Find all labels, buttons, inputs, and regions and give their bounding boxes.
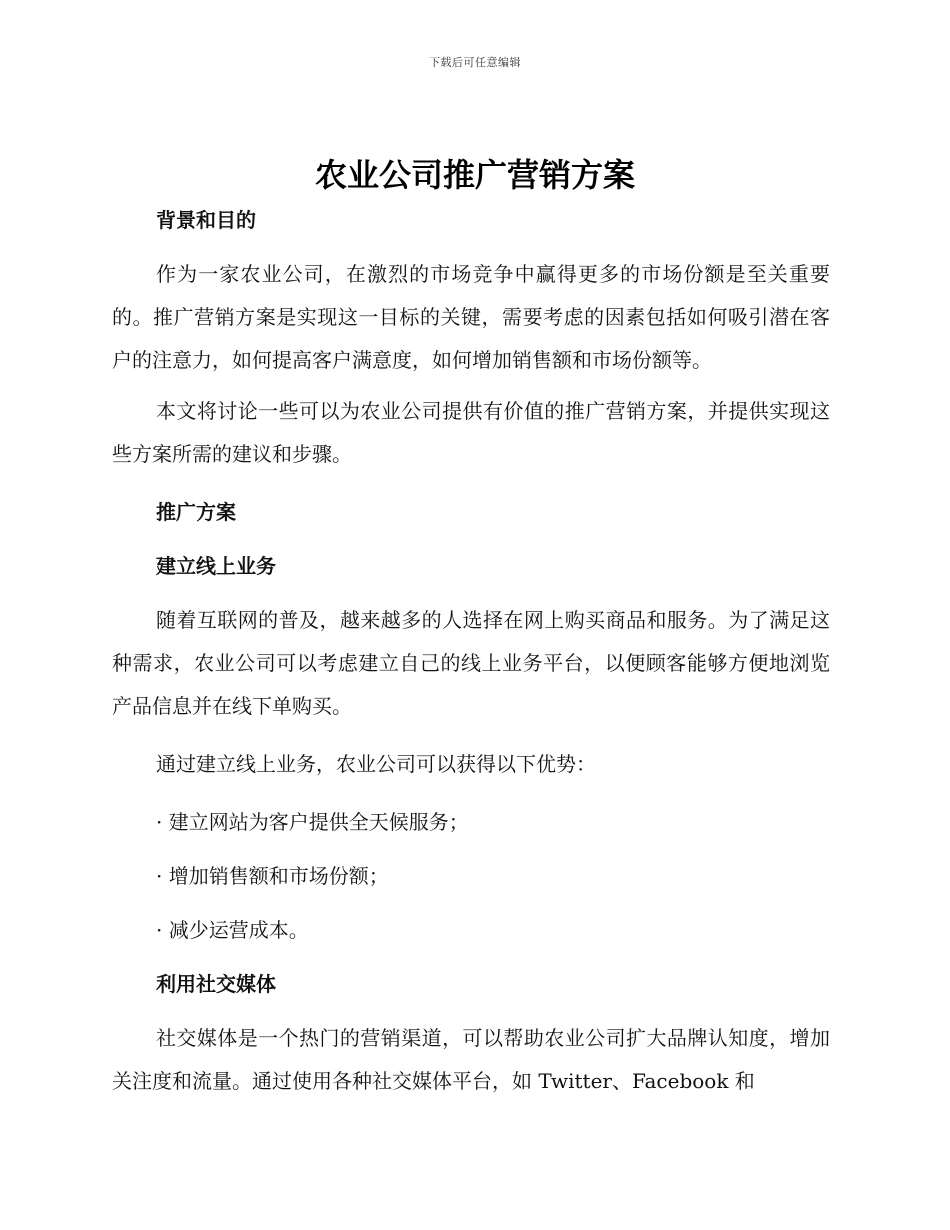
paragraph-online-1: 随着互联网的普及，越来越多的人选择在网上购买商品和服务。为了满足这种需求，农业公司可以考虑建立自己的线上业务平台，以便顾客能够方便地浏览产品信息并在线下单购买。 bbox=[112, 608, 830, 718]
section-heading-social: 利用社交媒体 bbox=[156, 972, 276, 996]
paragraph-social-1: 社交媒体是一个热门的营销渠道，可以帮助农业公司扩大品牌认知度，增加关注度和流量。通过使用各种社交媒体平台，如 Twitter、Facebook 和 bbox=[112, 1026, 830, 1093]
section-heading-background: 背景和目的 bbox=[156, 208, 256, 232]
document-body bbox=[112, 202, 830, 1103]
list-item: · 增加销售额和市场份额； bbox=[156, 864, 389, 888]
paragraph-background-1: 作为一家农业公司，在激烈的市场竞争中赢得更多的市场份额是至关重要的。推广营销方案是实现这一目标的关键，需要考虑的因素包括如何吸引潜在客户的注意力，如何提高客户满意度，如何增加销售额和市场份额等。 bbox=[112, 262, 830, 372]
section-heading-online: 建立线上业务 bbox=[156, 554, 276, 578]
section-heading-promo: 推广方案 bbox=[156, 500, 236, 524]
paragraph-background-2: 本文将讨论一些可以为农业公司提供有价值的推广营销方案，并提供实现这些方案所需的建议和步骤。 bbox=[112, 399, 830, 466]
list-item: · 建立网站为客户提供全天候服务； bbox=[156, 810, 469, 834]
paragraph-online-2: 通过建立线上业务，农业公司可以获得以下优势： bbox=[156, 752, 596, 776]
list-item: · 减少运营成本。 bbox=[156, 918, 309, 942]
document-title: 农业公司推广营销方案 bbox=[314, 156, 635, 194]
header-note: 下载后可任意编辑 bbox=[429, 56, 521, 69]
